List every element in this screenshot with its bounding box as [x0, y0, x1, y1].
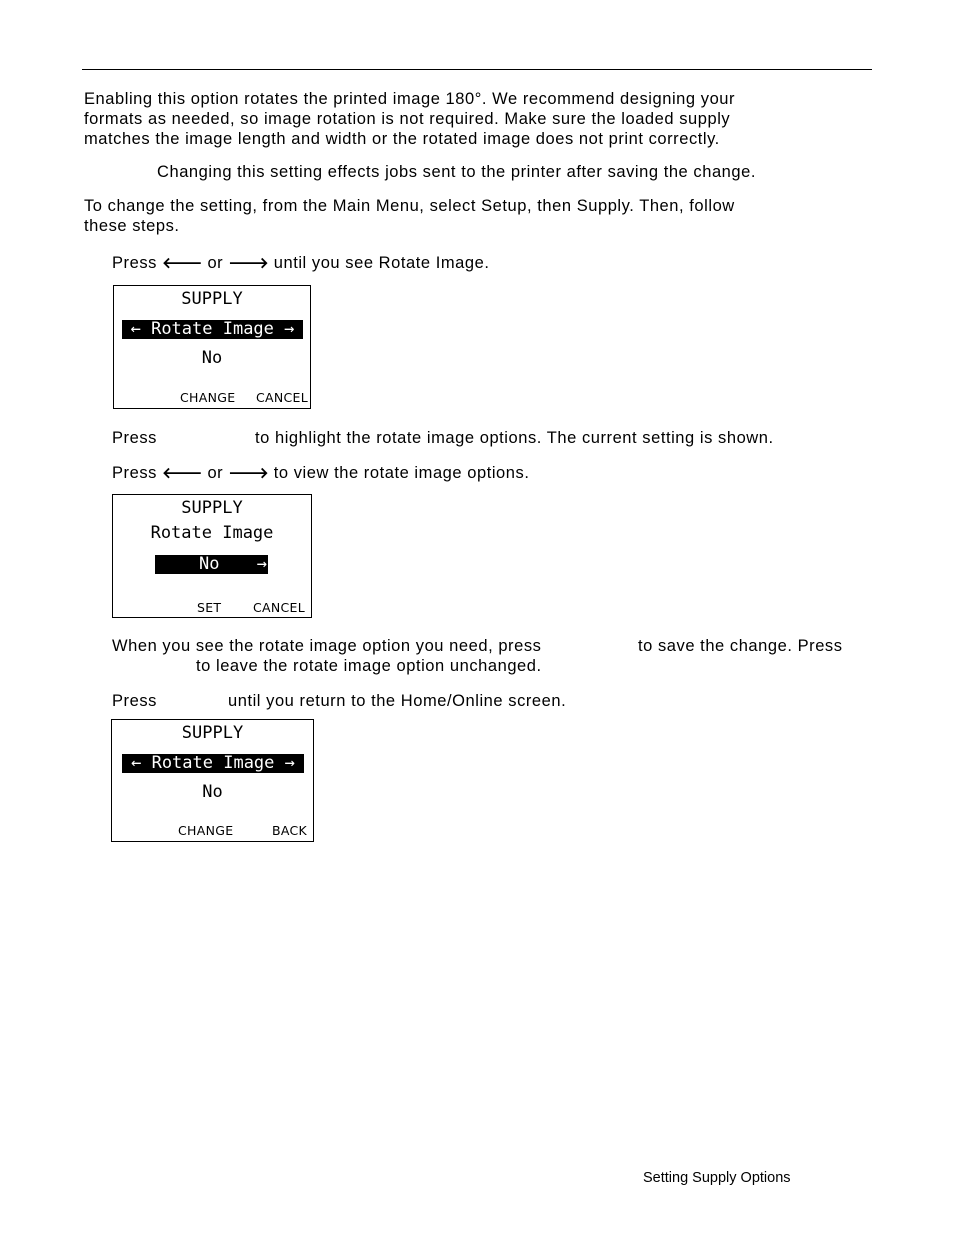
step-3 — [112, 463, 529, 483]
right-arrow-icon: 🡒 — [228, 464, 269, 482]
intro-line-1: Enabling this option rotates the printed image 180°. We recommend designing your — [84, 90, 736, 108]
step-1-press: Press — [112, 254, 157, 272]
lcd-softkey-cancel: CANCEL — [256, 390, 309, 405]
lcd-subtitle: Rotate Image — [150, 523, 274, 543]
left-arrow-icon: 🡐 — [162, 254, 203, 272]
lcd-current-value: No — [201, 348, 223, 368]
lcd-option-value: No — [199, 554, 220, 574]
step-5-rest: until you return to the Home/Online screen. — [228, 692, 567, 710]
step-4-line-2: to leave the rotate image option unchanged. — [196, 657, 542, 675]
step-1-or: or — [207, 254, 224, 272]
lcd-title: SUPPLY — [181, 498, 243, 518]
lcd-softkey-change: CHANGE — [178, 823, 234, 838]
lcd-softkey-set: SET — [197, 600, 222, 615]
step-3-rest: to view the rotate image options. — [273, 464, 530, 482]
right-arrow-icon: 🡒 — [228, 254, 269, 272]
lcd-softkey-back: BACK — [272, 823, 308, 838]
lcd-screen-1 — [113, 285, 311, 409]
step-5-press: Press — [112, 692, 157, 710]
step-3-or: or — [207, 464, 224, 482]
step-2-press: Press — [112, 429, 157, 447]
intro-line-3: matches the image length and width or the rotated image does not print correctly. — [84, 130, 720, 148]
lcd-softkey-cancel: CANCEL — [253, 600, 306, 615]
intro-line-2: formats as needed, so image rotation is not required. Make sure the loaded supply — [84, 110, 731, 128]
instructions-line-2: these steps. — [84, 217, 180, 235]
step-4-part-2: to save the change. Press — [638, 637, 843, 655]
instructions-line-1: To change the setting, from the Main Menu, select Setup, then Supply. Then, follow — [84, 197, 735, 215]
lcd-softkey-change: CHANGE — [180, 390, 236, 405]
lcd-screen-2 — [112, 494, 312, 618]
step-2-rest: to highlight the rotate image options. The current setting is shown. — [255, 429, 774, 447]
lcd-current-value: No — [202, 782, 223, 802]
step-4-part-1: When you see the rotate image option you need, press — [112, 637, 542, 655]
step-1 — [112, 253, 489, 273]
note-text: Changing this setting effects jobs sent to the printer after saving the change. — [157, 163, 756, 181]
lcd-highlighted-menu-item: ← Rotate Image → — [122, 754, 304, 773]
step-1-rest: until you see Rotate Image. — [273, 254, 490, 272]
lcd-highlighted-option — [155, 555, 268, 574]
lcd-title: SUPPLY — [181, 723, 244, 743]
lcd-screen-3 — [111, 719, 314, 842]
header-rule — [82, 69, 872, 70]
left-arrow-icon: 🡐 — [162, 464, 203, 482]
page-footer: Setting Supply Options — [643, 1170, 791, 1186]
step-3-press: Press — [112, 464, 157, 482]
right-arrow-icon: → — [256, 554, 267, 574]
lcd-title: SUPPLY — [181, 289, 243, 309]
lcd-highlighted-menu-item: ← Rotate Image → — [122, 320, 303, 339]
